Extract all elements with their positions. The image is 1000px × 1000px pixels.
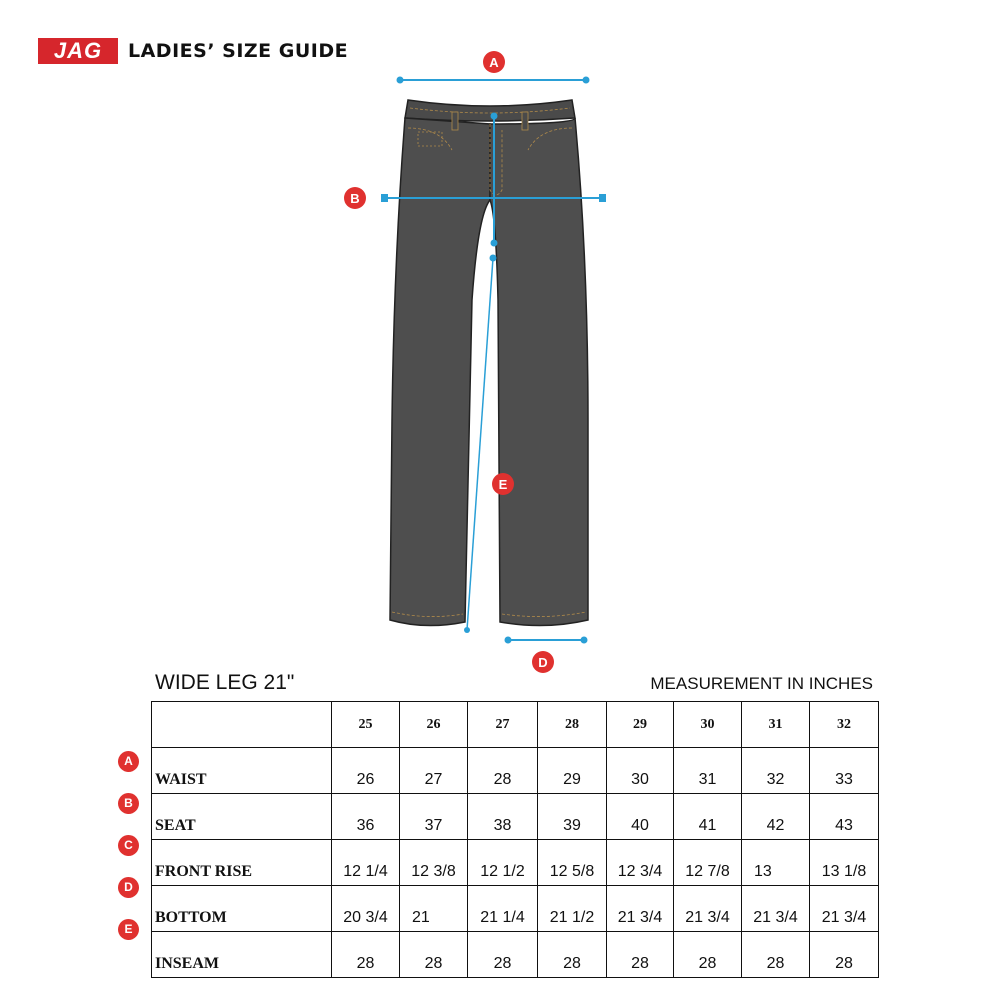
table-cell: 21 3/4: [674, 886, 742, 932]
table-row-front-rise: [152, 840, 879, 886]
row-label: FRONT RISE: [152, 840, 332, 886]
table-cell: 28: [742, 932, 810, 978]
row-label: WAIST: [152, 748, 332, 794]
table-cell: 40: [607, 794, 674, 840]
table-row-seat: [152, 794, 879, 840]
size-table: [151, 701, 879, 978]
badge-b-label: B: [350, 191, 360, 206]
table-cell: 37: [400, 794, 468, 840]
table-cell: 39: [538, 794, 607, 840]
row-badge-e: E: [118, 919, 139, 940]
page-title: LADIES’ SIZE GUIDE: [128, 40, 349, 62]
row-badge-d: D: [118, 877, 139, 898]
table-cell: 27: [400, 748, 468, 794]
badge-d-label: D: [538, 655, 548, 670]
badge-e-label: E: [498, 477, 508, 492]
table-cell: 31: [674, 748, 742, 794]
row-badge-b: B: [118, 793, 139, 814]
row-label: SEAT: [152, 794, 332, 840]
size-header: 32: [810, 702, 879, 748]
table-cell: 21 1/4: [468, 886, 538, 932]
table-cell: 20 3/4: [332, 886, 400, 932]
table-cell: 43: [810, 794, 879, 840]
style-title: WIDE LEG 21": [155, 671, 295, 694]
row-label: INSEAM: [152, 932, 332, 978]
table-cell: 21 3/4: [810, 886, 879, 932]
size-header: 30: [674, 702, 742, 748]
table-cell: 12 3/8: [400, 840, 468, 886]
unit-note: MEASUREMENT IN INCHES: [650, 674, 873, 693]
table-cell: 12 3/4: [607, 840, 674, 886]
table-cell: 42: [742, 794, 810, 840]
row-label: BOTTOM: [152, 886, 332, 932]
table-cell: 21 1/2: [538, 886, 607, 932]
table-row-waist: [152, 748, 879, 794]
table-cell: 28: [810, 932, 879, 978]
table-cell: 12 7/8: [674, 840, 742, 886]
table-cell: 13 1/8: [810, 840, 879, 886]
table-cell: 28: [538, 932, 607, 978]
jag-logo: JAG: [38, 38, 118, 64]
table-cell: 21 3/4: [742, 886, 810, 932]
size-header: 26: [400, 702, 468, 748]
table-cell: 28: [400, 932, 468, 978]
size-header: 28: [538, 702, 607, 748]
row-badge-a: A: [118, 751, 139, 772]
corner-cell: [152, 702, 332, 748]
table-cell: 30: [607, 748, 674, 794]
size-header-row: [152, 702, 879, 748]
measure-line-bottom: [505, 637, 588, 674]
table-cell: 21 3/4: [607, 886, 674, 932]
table-cell: 12 1/4: [332, 840, 400, 886]
table-cell: 28: [674, 932, 742, 978]
table-cell: 13: [742, 840, 810, 886]
table-cell: 41: [674, 794, 742, 840]
measure-line-waist: [397, 51, 590, 84]
table-cell: 28: [332, 932, 400, 978]
size-header: 25: [332, 702, 400, 748]
table-row-bottom: [152, 886, 879, 932]
table-cell: 28: [468, 748, 538, 794]
table-cell: 36: [332, 794, 400, 840]
table-cell: 32: [742, 748, 810, 794]
table-cell: 28: [607, 932, 674, 978]
size-header: 29: [607, 702, 674, 748]
table-cell: 33: [810, 748, 879, 794]
table-cell: 12 1/2: [468, 840, 538, 886]
size-header: 27: [468, 702, 538, 748]
table-cell: 26: [332, 748, 400, 794]
table-cell: 28: [468, 932, 538, 978]
table-cell: 12 5/8: [538, 840, 607, 886]
table-cell: 29: [538, 748, 607, 794]
table-row-inseam: [152, 932, 879, 978]
badge-a-label: A: [489, 55, 499, 70]
row-badge-c: C: [118, 835, 139, 856]
table-cell: 21: [400, 886, 468, 932]
size-header: 31: [742, 702, 810, 748]
pants-illustration: [390, 100, 588, 626]
table-cell: 38: [468, 794, 538, 840]
